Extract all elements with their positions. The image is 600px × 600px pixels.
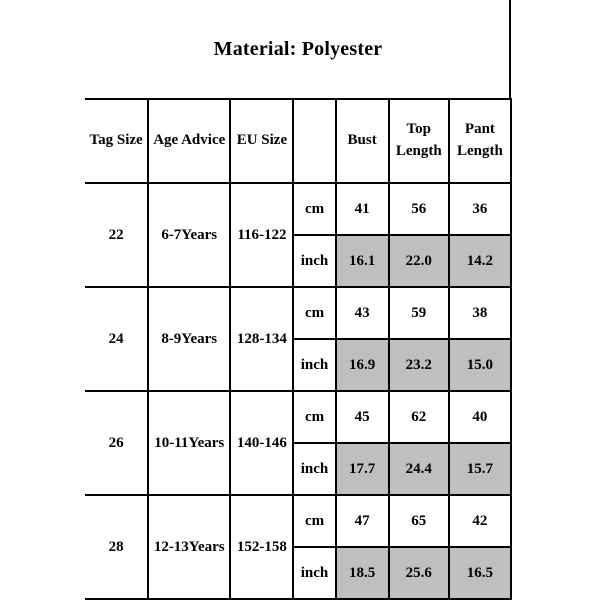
cell-top-length-cm: 56 xyxy=(389,183,449,235)
cell-unit-cm: cm xyxy=(293,391,335,443)
size-row-cm xyxy=(85,495,511,547)
cell-age-advice: 12-13Years xyxy=(148,495,230,599)
size-row-cm xyxy=(85,391,511,443)
cell-eu-size: 116-122 xyxy=(230,183,293,287)
cell-top-length-inch: 22.0 xyxy=(389,235,449,287)
cell-eu-size: 128-134 xyxy=(230,287,293,391)
cell-bust-inch: 16.9 xyxy=(336,339,389,391)
cell-pant-length-cm: 36 xyxy=(449,183,511,235)
cell-unit-inch: inch xyxy=(293,547,335,599)
cell-tag-size: 22 xyxy=(85,183,148,287)
cell-tag-size: 28 xyxy=(85,495,148,599)
size-row-cm xyxy=(85,183,511,235)
size-chart-table xyxy=(85,98,512,600)
cell-top-length-inch: 25.6 xyxy=(389,547,449,599)
header-top-length: Top Length xyxy=(389,99,449,183)
header-tag-size: Tag Size xyxy=(85,99,148,183)
cell-pant-length-inch: 15.7 xyxy=(449,443,511,495)
cell-pant-length-inch: 15.0 xyxy=(449,339,511,391)
cell-tag-size: 24 xyxy=(85,287,148,391)
cell-bust-inch: 18.5 xyxy=(336,547,389,599)
cell-bust-cm: 47 xyxy=(336,495,389,547)
title-band xyxy=(85,0,511,98)
cell-tag-size: 26 xyxy=(85,391,148,495)
material-title: Material: Polyester xyxy=(213,37,383,60)
cell-unit-cm: cm xyxy=(293,287,335,339)
cell-eu-size: 152-158 xyxy=(230,495,293,599)
cell-pant-length-cm: 38 xyxy=(449,287,511,339)
header-eu-size: EU Size xyxy=(230,99,293,183)
cell-pant-length-inch: 14.2 xyxy=(449,235,511,287)
cell-bust-inch: 17.7 xyxy=(336,443,389,495)
cell-age-advice: 8-9Years xyxy=(148,287,230,391)
cell-pant-length-cm: 40 xyxy=(449,391,511,443)
header-unit xyxy=(293,99,335,183)
cell-age-advice: 10-11Years xyxy=(148,391,230,495)
cell-pant-length-inch: 16.5 xyxy=(449,547,511,599)
cell-top-length-cm: 62 xyxy=(389,391,449,443)
cell-unit-inch: inch xyxy=(293,235,335,287)
header-row xyxy=(85,99,511,183)
cell-unit-inch: inch xyxy=(293,339,335,391)
cell-bust-inch: 16.1 xyxy=(336,235,389,287)
cell-top-length-cm: 65 xyxy=(389,495,449,547)
size-row-cm xyxy=(85,287,511,339)
cell-unit-cm: cm xyxy=(293,495,335,547)
cell-unit-inch: inch xyxy=(293,443,335,495)
cell-bust-cm: 45 xyxy=(336,391,389,443)
header-age-advice: Age Advice xyxy=(148,99,230,183)
cell-bust-cm: 43 xyxy=(336,287,389,339)
cell-top-length-cm: 59 xyxy=(389,287,449,339)
cell-unit-cm: cm xyxy=(293,183,335,235)
cell-top-length-inch: 23.2 xyxy=(389,339,449,391)
cell-age-advice: 6-7Years xyxy=(148,183,230,287)
cell-bust-cm: 41 xyxy=(336,183,389,235)
cell-pant-length-cm: 42 xyxy=(449,495,511,547)
header-pant-length: Pant Length xyxy=(449,99,511,183)
cell-top-length-inch: 24.4 xyxy=(389,443,449,495)
cell-eu-size: 140-146 xyxy=(230,391,293,495)
header-bust: Bust xyxy=(336,99,389,183)
